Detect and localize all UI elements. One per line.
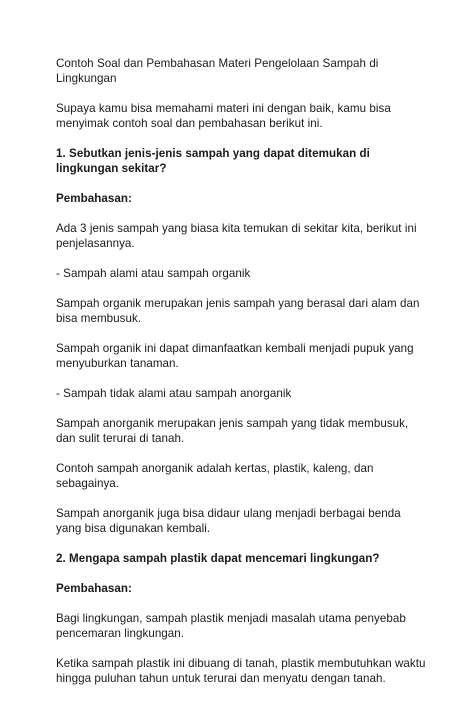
question-2-paragraph-1: Bagi lingkungan, sampah plastik menjadi masalah utama penyebab pencemaran lingkungan.: [56, 612, 406, 640]
question-1-paragraph-5: - Sampah tidak alami atau sampah anorganik: [56, 387, 292, 400]
question-1-paragraph-7: Contoh sampah anorganik adalah kertas, plastik, kaleng, dan sebagainya.: [56, 462, 374, 490]
intro-paragraph: Supaya kamu bisa memahami materi ini dengan baik, kamu bisa menyimak contoh soal dan pembahasan berikut ini.: [56, 102, 391, 130]
question-1: 1. Sebutkan jenis-jenis sampah yang dapat ditemukan di lingkungan sekitar?: [56, 147, 370, 175]
question-2-heading: Pembahasan:: [56, 582, 132, 595]
question-1-paragraph-8: Sampah anorganik juga bisa didaur ulang menjadi berbagai benda yang bisa digunakan kembali.: [56, 507, 401, 535]
question-1-heading: Pembahasan:: [56, 192, 132, 205]
document-title: Contoh Soal dan Pembahasan Materi Pengelolaan Sampah di Lingkungan: [56, 57, 379, 85]
question-1-paragraph-2: - Sampah alami atau sampah organik: [56, 267, 251, 280]
question-1-paragraph-1: Ada 3 jenis sampah yang biasa kita temukan di sekitar kita, berikut ini penjelasannya.: [56, 222, 417, 250]
document-page: [56, 56, 426, 701]
question-1-paragraph-6: Sampah anorganik merupakan jenis sampah yang tidak membusuk, dan sulit terurai di tanah.: [56, 417, 409, 445]
question-1-paragraph-3: Sampah organik merupakan jenis sampah yang berasal dari alam dan bisa membusuk.: [56, 297, 420, 325]
question-2-paragraph-2: Ketika sampah plastik ini dibuang di tanah, plastik membutuhkan waktu hingga puluhan tahun untuk terurai dan menyatu dengan tanah.: [56, 657, 426, 685]
question-2: 2. Mengapa sampah plastik dapat mencemari lingkungan?: [56, 552, 380, 565]
question-1-paragraph-4: Sampah organik ini dapat dimanfaatkan kembali menjadi pupuk yang menyuburkan tanaman.: [56, 342, 414, 370]
